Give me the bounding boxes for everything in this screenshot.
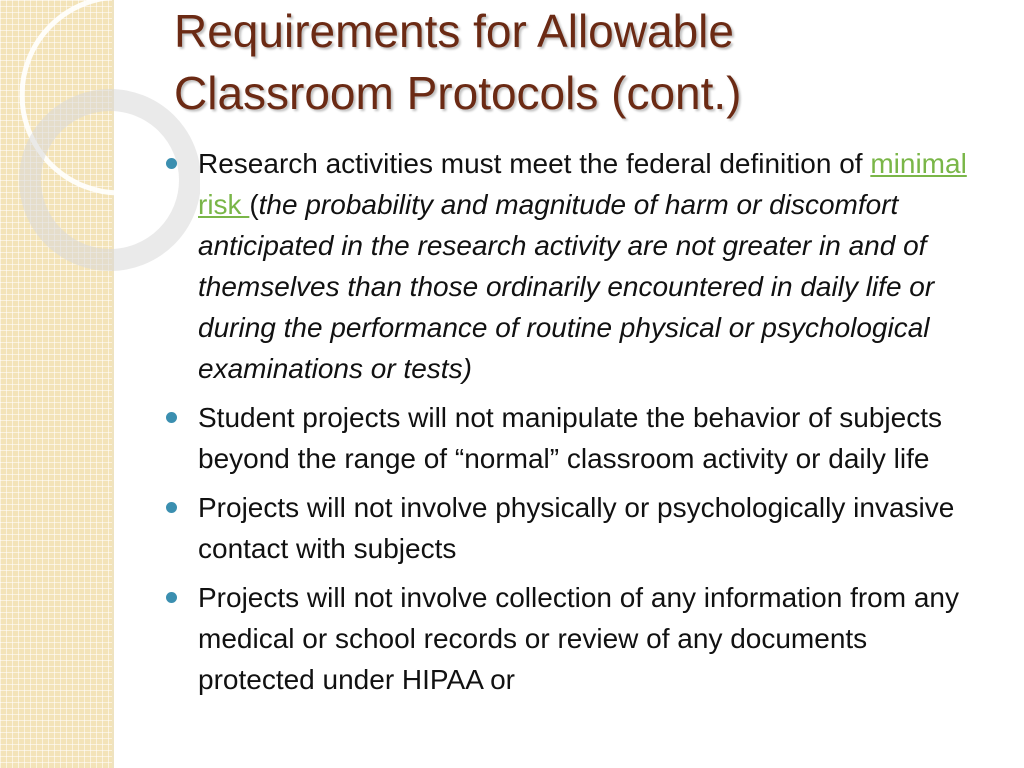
slide-title-line-2: Classroom Protocols (cont.): [174, 67, 742, 119]
paren-open: (: [249, 189, 259, 220]
bullet-dot-icon: [166, 592, 177, 603]
bullet-text: Projects will not involve physically or psychologically invasive contact with subjects: [198, 492, 955, 564]
bullet-text: Projects will not involve collection of any information from any medical or school records or review of any documents protected under HIPAA or: [198, 582, 960, 695]
bullet-dot-icon: [166, 158, 177, 169]
minimal-risk-link[interactable]: minimal risk: [198, 148, 967, 220]
bullet-text: Student projects will not manipulate the behavior of subjects beyond the range of “normal” classroom activity or daily life: [198, 402, 942, 474]
bullet-list: [160, 143, 990, 708]
bullet-item-invasive-contact: [160, 487, 990, 569]
slide-title: [174, 0, 994, 124]
bullet-dot-icon: [166, 502, 177, 513]
minimal-risk-definition: the probability and magnitude of harm or discomfort anticipated in the research activity are not greater in and of themselves than those ordinarily encountered in daily life or during the performance of routine physical or psychological examinations or tests): [198, 189, 935, 384]
bullet-item-behavior: [160, 397, 990, 479]
bullet-text: Research activities must meet the federal definition of: [198, 148, 871, 179]
slide-title-line-1: Requirements for Allowable: [174, 5, 734, 57]
bullet-item-records: [160, 577, 990, 700]
bullet-item-minimal-risk: [160, 143, 990, 389]
bullet-dot-icon: [166, 412, 177, 423]
